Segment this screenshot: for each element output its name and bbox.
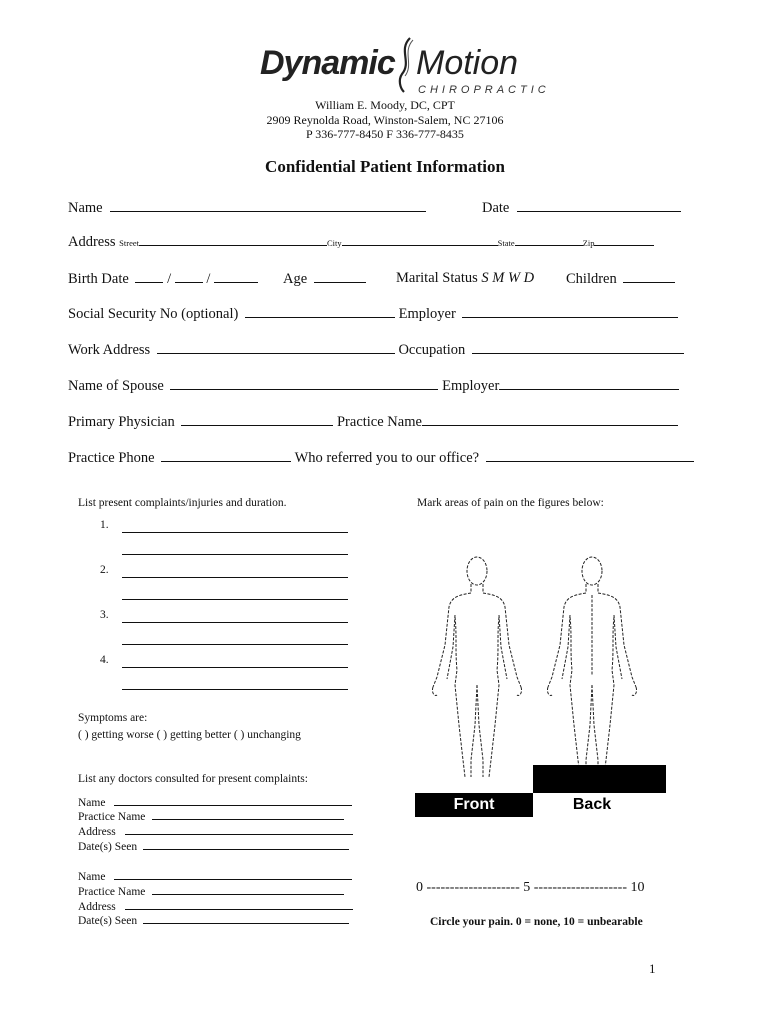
doctor1-address-row — [78, 824, 353, 838]
clinic-phones: P 336-777-8450 F 336-777-8435 — [306, 127, 464, 141]
city-field[interactable] — [342, 235, 498, 246]
doctor1-address-label: Address — [78, 826, 116, 838]
complaint-line-1a[interactable] — [122, 520, 348, 533]
referred-label: Who referred you to our office? — [294, 450, 480, 466]
birth-slash-2: / — [206, 271, 211, 287]
complaint-line-4a[interactable] — [122, 655, 348, 668]
primary-physician-label: Primary Physician — [68, 414, 175, 430]
spouse-employer-field[interactable] — [499, 377, 679, 390]
pain-map-heading: Mark areas of pain on the figures below: — [417, 497, 604, 509]
logo-word-motion: Motion — [416, 44, 519, 82]
doctors-heading: List any doctors consulted for present complaints: — [78, 773, 308, 785]
occupation-label: Occupation — [398, 342, 466, 358]
doctor1-address-field[interactable] — [125, 824, 353, 835]
back-label: Back — [533, 793, 651, 817]
name-field[interactable] — [110, 199, 426, 212]
doctor-name: William E. Moody, DC, CPT — [315, 98, 455, 112]
doctor2-name-label: Name — [78, 871, 106, 883]
birth-month-field[interactable] — [135, 270, 163, 283]
occupation-field[interactable] — [472, 341, 684, 354]
practice-phone-field[interactable] — [161, 449, 291, 462]
practice-name-label: Practice Name — [336, 414, 422, 430]
doctor2-dates-row — [78, 913, 349, 927]
front-body-figure[interactable] — [425, 555, 529, 787]
logo-subtitle: CHIROPRACTIC — [418, 84, 550, 96]
state-field[interactable] — [515, 235, 583, 246]
street-label: Street — [119, 238, 139, 248]
state-label: State — [497, 238, 515, 248]
marital-options[interactable]: S M W D — [481, 270, 535, 286]
doctor2-dates-label: Date(s) Seen — [78, 915, 138, 927]
complaint-line-1b[interactable] — [122, 542, 348, 555]
doctor1-practice-label: Practice Name — [78, 811, 146, 823]
logo — [258, 36, 550, 100]
complaint-line-3b[interactable] — [122, 632, 348, 645]
age-label: Age — [283, 271, 308, 287]
doctor1-name-field[interactable] — [114, 795, 352, 806]
referred-field[interactable] — [486, 449, 694, 462]
work-row — [68, 341, 684, 359]
children-field[interactable] — [623, 270, 675, 283]
spouse-field[interactable] — [170, 377, 438, 390]
age-field[interactable] — [314, 270, 366, 283]
marital-row — [396, 270, 534, 287]
complaint-number-3: 3. — [100, 609, 109, 621]
doctor1-practice-row — [78, 809, 344, 823]
pain-scale-caption: Circle your pain. 0 = none, 10 = unbearable — [430, 916, 643, 928]
complaint-number-1: 1. — [100, 519, 109, 531]
complaint-line-3a[interactable] — [122, 610, 348, 623]
ssn-row — [68, 305, 678, 323]
work-address-field[interactable] — [157, 341, 395, 354]
doctor1-dates-field[interactable] — [143, 839, 349, 850]
marital-status-label: Marital Status — [396, 270, 478, 286]
children-label: Children — [566, 271, 617, 287]
doctor2-name-field[interactable] — [114, 869, 352, 880]
symptoms-heading: Symptoms are: — [78, 712, 148, 724]
complaint-line-4b[interactable] — [122, 677, 348, 690]
complaint-line-2a[interactable] — [122, 565, 348, 578]
address-row — [68, 234, 654, 251]
back-banner-bar — [533, 765, 666, 793]
complaint-line-2b[interactable] — [122, 587, 348, 600]
phone-row — [68, 449, 694, 467]
doctor2-dates-field[interactable] — [143, 913, 349, 924]
birth-day-field[interactable] — [175, 270, 203, 283]
address-label: Address — [68, 234, 116, 250]
symptoms-options[interactable]: ( ) getting worse ( ) getting better ( ) unchanging — [78, 729, 301, 741]
page-number: 1 — [649, 961, 656, 976]
practice-phone-label: Practice Phone — [68, 450, 155, 466]
birth-row — [68, 270, 258, 288]
age-row — [283, 270, 366, 288]
front-label: Front — [415, 793, 533, 817]
doctor2-address-field[interactable] — [125, 899, 353, 910]
birth-date-label: Birth Date — [68, 271, 129, 287]
birth-slash-1: / — [167, 271, 172, 287]
spouse-label: Name of Spouse — [68, 378, 164, 394]
doctor1-dates-row — [78, 839, 349, 853]
name-row — [68, 199, 426, 217]
logo-word-dynamic: Dynamic — [260, 44, 395, 82]
logo-swoosh-icon — [394, 36, 416, 94]
doctor2-practice-label: Practice Name — [78, 886, 146, 898]
doctor1-name-label: Name — [78, 797, 106, 809]
doctor1-name-row — [78, 795, 352, 809]
children-row — [566, 270, 675, 288]
doctor2-address-row — [78, 899, 353, 913]
spouse-row — [68, 377, 679, 395]
name-label: Name — [68, 200, 103, 216]
spouse-employer-label: Employer — [442, 378, 500, 394]
birth-year-field[interactable] — [214, 270, 258, 283]
page-title: Confidential Patient Information — [265, 157, 505, 176]
doctor1-dates-label: Date(s) Seen — [78, 841, 138, 853]
practice-name-field[interactable] — [422, 413, 678, 426]
pain-scale[interactable]: 0 -------------------- 5 -------------------- 10 — [416, 880, 645, 895]
date-row — [482, 199, 681, 217]
street-field[interactable] — [139, 235, 327, 246]
back-body-figure[interactable] — [540, 555, 644, 787]
date-field[interactable] — [517, 199, 681, 212]
ssn-label: Social Security No (optional) — [68, 306, 239, 322]
zip-field[interactable] — [594, 235, 654, 246]
clinic-address: 2909 Reynolda Road, Winston-Salem, NC 27106 — [266, 113, 504, 127]
ssn-field[interactable] — [245, 305, 395, 318]
doctor2-practice-field[interactable] — [152, 884, 344, 895]
zip-label: Zip — [582, 238, 595, 248]
complaints-heading: List present complaints/injuries and duration. — [78, 497, 287, 509]
physician-row — [68, 413, 678, 431]
city-label: City — [326, 238, 342, 248]
doctor2-name-row — [78, 869, 352, 883]
complaint-number-2: 2. — [100, 564, 109, 576]
date-label: Date — [482, 200, 510, 216]
employer-label: Employer — [398, 306, 456, 322]
doctor2-practice-row — [78, 884, 344, 898]
doctor1-practice-field[interactable] — [152, 809, 344, 820]
work-address-label: Work Address — [68, 342, 151, 358]
employer-field[interactable] — [462, 305, 678, 318]
doctor2-address-label: Address — [78, 901, 116, 913]
primary-physician-field[interactable] — [181, 413, 333, 426]
complaint-number-4: 4. — [100, 654, 109, 666]
